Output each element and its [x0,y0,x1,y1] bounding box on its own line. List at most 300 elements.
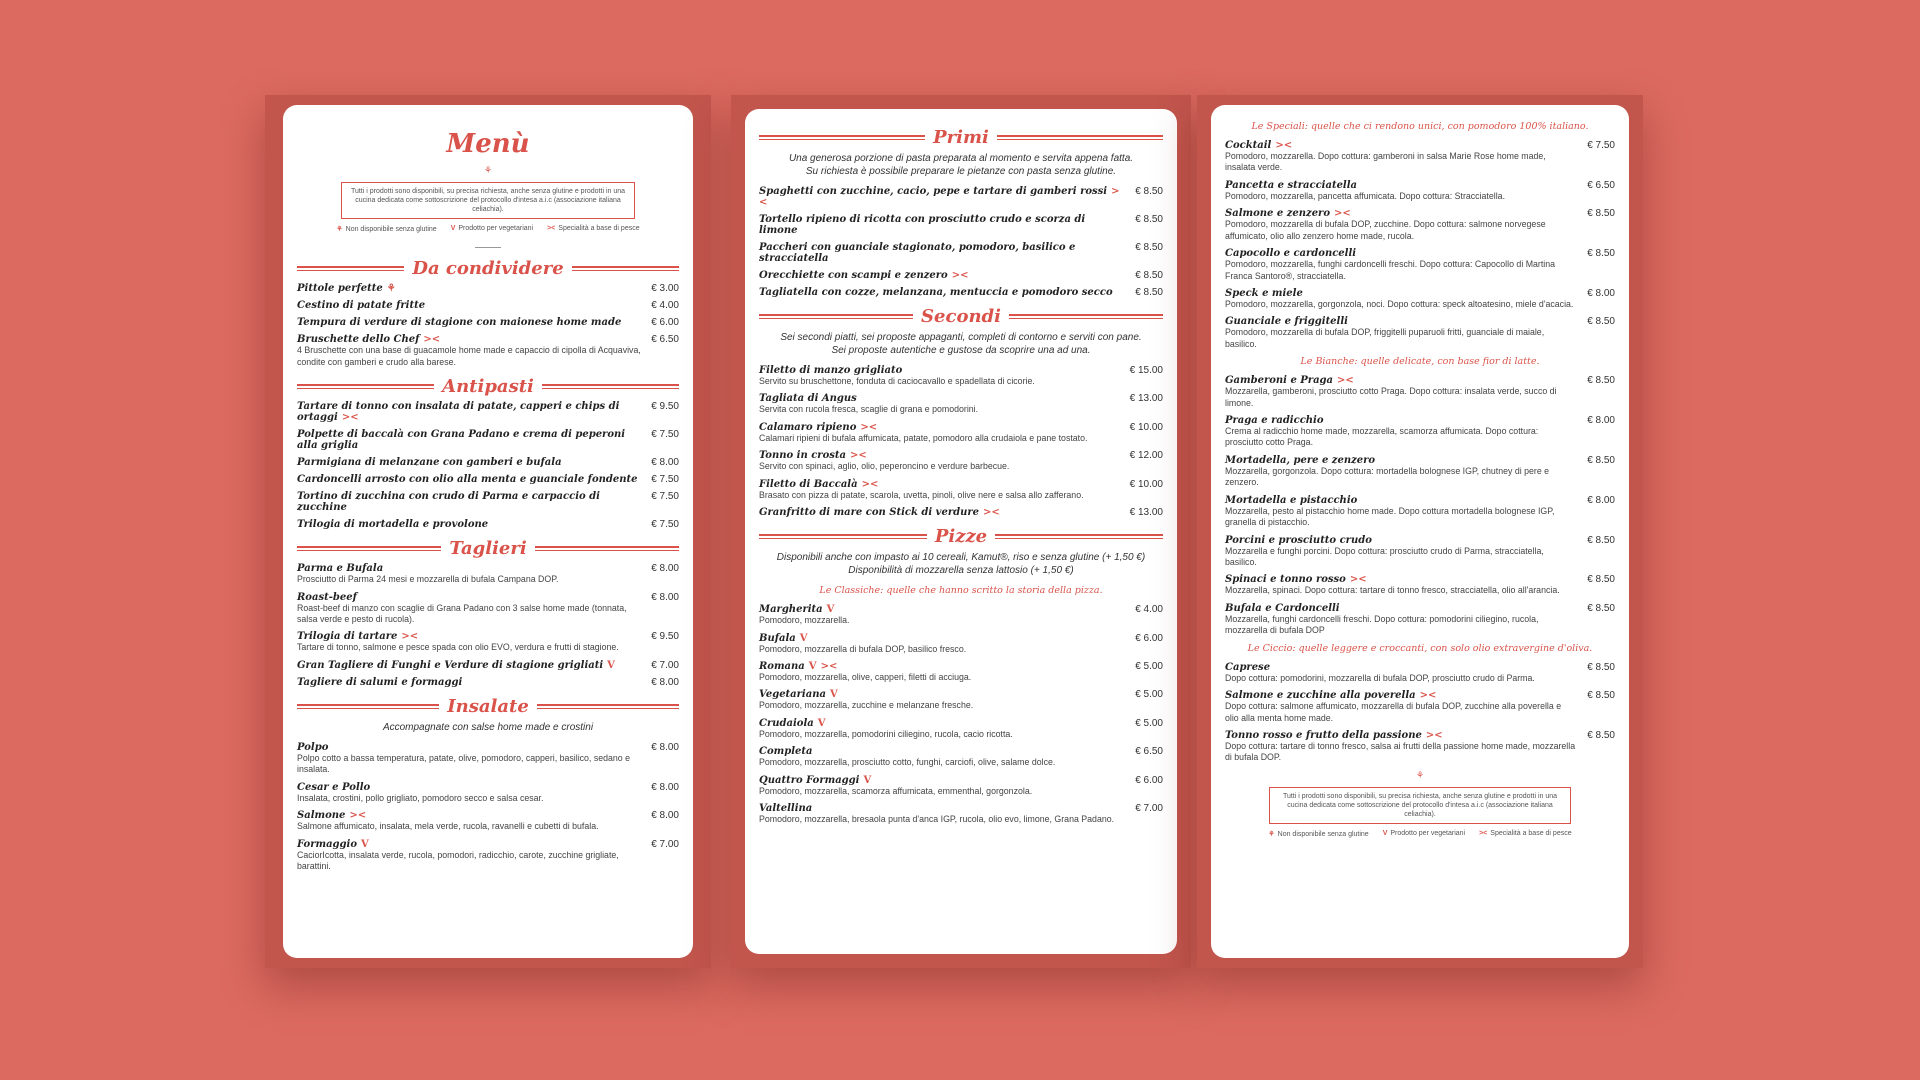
menu-item [759,775,1163,797]
menu-item-name: Trilogia di tartare >< [297,631,419,643]
fish-icon: >< [820,660,838,672]
fish-icon: >< [951,270,969,281]
menu-item-text [297,519,641,530]
vegetarian-icon: V [450,225,456,233]
menu-item-price: € 5.00 [1135,689,1163,701]
menu-item-description: Calamari ripieni di bufala affumicata, patate, pomodoro alla crudaiola e pane tostato. [759,432,1088,443]
menu-item-text [1225,316,1577,350]
menu-item-price: € 6.00 [1135,774,1163,786]
menu-item-price: € 6.50 [1587,179,1615,191]
section-intro: Disponibili anche con impasto ai 10 cereali, Kamut®, riso e senza glutine (+ 1,50 €) Disponibilità di mozzarella senza lattosio (+ 1,50 €) [776,552,1146,577]
menu-item [297,592,679,626]
menu-item-price: € 8.50 [1135,242,1163,253]
menu-item [1225,455,1615,489]
menu-item-description: Pomodoro, mozzarella, pomodorini ciliegino, rucola, cacio ricotta. [759,728,1013,739]
menu-item-price: € 7.00 [651,659,679,671]
menu-item-text [1225,248,1577,282]
item-list [297,563,679,688]
menu-item-name: Filetto di Baccalà >< [759,478,879,490]
menu-item-price: € 8.00 [651,810,679,822]
menu-item [297,782,679,804]
menu-item [297,429,679,451]
legend-fish: >< Specialità a base di pesce [1479,830,1572,838]
menu-item-text [759,803,1125,825]
menu-item-name: Bruschette dello Chef >< [297,334,441,346]
menu-item-price: € 7.00 [1135,803,1163,815]
menu-item [1225,375,1615,409]
menu-item-name: Porcini e prosciutto crudo [1225,534,1372,546]
menu-item-text [759,422,1120,444]
menu-item-text [297,677,641,688]
menu-item-price: € 8.00 [651,591,679,603]
gluten-notice: Tutti i prodotti sono disponibili, su precisa richiesta, anche senza glutine e prodotti in una cucina dedicata come sottoscrizione del protocollo d'intesa a.i.c (associazione italiana celiachia). [1269,787,1571,824]
fish-icon: >< [860,421,878,433]
menu-item-description: Pomodoro, mozzarella, gorgonzola, noci. Dopo cottura: speck altoatesino, miele d'acacia. [1225,298,1574,309]
menu-panel-right [1197,95,1643,968]
item-list [1225,662,1615,764]
menu-item-price: € 8.00 [1587,287,1615,299]
menu-item-price: € 7.50 [651,474,679,486]
menu-item [297,839,679,873]
menu-item-price: € 8.50 [1587,208,1615,220]
menu-item-text [297,401,641,423]
menu-item-text [297,810,641,832]
section-header [759,526,1163,547]
menu-item-price: € 8.00 [651,781,679,793]
menu-item-name: Completa [759,746,813,758]
menu-item-name: Cocktail >< [1225,140,1293,151]
menu-item [759,661,1163,683]
menu-item-price: € 7.00 [651,838,679,850]
menu-item-text [297,742,641,776]
menu-item-text [297,491,641,513]
menu-item-name: Spaghetti con zucchine, cacio, pepe e tartare di gamberi rossi >< [759,186,1120,208]
menu-item [759,287,1163,298]
fish-icon: >< [1275,140,1293,151]
menu-item-price: € 13.00 [1129,507,1163,519]
menu-item-name: Cardoncelli arrosto con olio alla menta e guanciale fondente [297,474,638,486]
menu-item-name: Trilogia di mortadella e provolone [297,519,489,531]
menu-item-name: Quattro Formaggi V [759,774,872,786]
fish-icon: >< [1349,574,1367,586]
fish-icon: >< [861,478,879,490]
menu-item-price: € 9.50 [651,401,679,413]
menu-item [759,422,1163,444]
menu-item-text [1225,415,1577,449]
menu-item-price: € 4.00 [651,300,679,312]
menu-item-name: Orecchiette con scampi e zenzero >< [759,270,969,281]
menu-item-description: Pomodoro, mozzarella. Dopo cottura: gamberoni in salsa Marie Rose home made, insalata verde. [1225,151,1546,173]
section-title: Insalate [447,695,529,717]
menu-item-text [759,507,1120,518]
menu-item-name: Bufala e Cardoncelli [1225,602,1340,614]
menu-page-2 [745,109,1177,954]
fish-icon: >< [349,810,367,822]
menu-item-description: Servito su bruschettone, fonduta di caciocavallo e spadellata di cicorie. [759,376,1035,386]
menu-item-text [297,457,641,468]
section-header [297,696,679,717]
menu-item [759,633,1163,655]
menu-item-price: € 10.00 [1129,478,1163,490]
fish-icon: >< [849,450,867,462]
menu-item [1225,415,1615,449]
menu-item-description: Servita con rucola fresca, scaglie di grana e pomodorini. [759,404,979,415]
menu-item-name: Polpo [297,741,329,753]
menu-item-name: Bufala V [759,632,808,644]
menu-item-name: Roast-beef [297,591,357,603]
menu-item-description: Pomodoro, mozzarella, bresaola punta d'anca IGP, rucola, olio evo, limone, Grana Padano. [759,814,1115,825]
menu-item-description: Mozzarella, funghi cardoncelli freschi. Dopo cottura: pomodorini ciliegino, rucola, mozzarella di bufala DOP [1225,613,1539,636]
menu-item-text [759,633,1125,655]
menu-item-price: € 9.50 [651,631,679,643]
section-intro: Accompagnate con salse home made e crostini [382,721,594,733]
menu-item-name: Gamberoni e Praga >< [1225,375,1354,387]
menu-item-name: Spinaci e tonno rosso >< [1225,574,1367,586]
menu-item-text [759,186,1125,208]
legend-fish: >< Specialità a base di pesce [547,225,640,233]
vegetarian-icon: V [829,689,838,701]
menu-item-text [759,242,1125,264]
section-title: Da condividere [412,258,564,280]
menu-item-text [759,604,1125,626]
menu-item-text [759,746,1125,768]
vegetarian-icon: V [1382,830,1388,838]
menu-item-description: Pomodoro, mozzarella, olive, capperi, filetti di acciuga. [759,671,972,682]
item-list [759,186,1163,298]
menu-item [297,491,679,513]
fish-icon: >< [1425,729,1443,741]
section-header [759,306,1163,327]
menu-item-price: € 5.00 [1135,660,1163,672]
menu-item-name: Calamaro ripieno >< [759,421,878,433]
legend-gluten: ⚘ Non disponibile senza glutine [336,226,437,234]
menu-panel-middle [731,95,1191,968]
legend-veg: V Prodotto per vegetariani [450,225,534,233]
menu-item-text [1225,455,1577,489]
menu-item-price: € 5.00 [1135,717,1163,729]
menu-item-name: Tagliatella con cozze, melanzana, mentuccia e pomodoro secco [759,287,1113,298]
vegetarian-icon: V [826,604,835,616]
vegetarian-icon: V [863,774,872,786]
menu-item-description: Roast-beef di manzo con scaglie di Grana Padano con 3 salse home made (tonnata, salsa verde e pesto di rucola). [297,602,627,624]
menu-item-price: € 8.50 [1587,690,1615,702]
menu-item-name: Gran Tagliere di Funghi e Verdure di stagione grigliati V [297,659,615,671]
menu-item-name: Vegetariana V [759,689,838,701]
menu-item-description: Pomodoro, mozzarella, scamorza affumicata, emmenthal, gorgonzola. [759,785,1033,796]
section-title: Taglieri [449,538,527,560]
fish-icon: >< [1479,830,1488,838]
legend [297,225,679,233]
menu-item-price: € 8.50 [1587,661,1615,673]
menu-item-text [759,661,1125,683]
menu-item [297,563,679,585]
menu-item [297,742,679,776]
menu-item [759,270,1163,281]
menu-item-description: Crema al radicchio home made, mozzarella, scamorza affumicata. Dopo cottura: prosciutto cotto Praga. [1225,426,1539,448]
item-list [1225,375,1615,636]
menu-item [759,718,1163,740]
menu-item-price: € 8.00 [651,741,679,753]
menu-page-3 [1211,105,1629,958]
gluten-notice: Tutti i prodotti sono disponibili, su precisa richiesta, anche senza glutine e prodotti in una cucina dedicata come sottoscrizione del protocollo d'intesa a.i.c (associazione italiana celiachia). [341,182,635,219]
menu-item-name: Filetto di manzo grigliato [759,365,903,376]
menu-item [1225,248,1615,282]
menu-item [1225,730,1615,764]
fish-icon: >< [423,334,441,346]
menu-item [297,334,679,368]
menu-item-price: € 12.00 [1129,450,1163,462]
menu-item-name: Speck e miele [1225,287,1303,299]
menu-item-text [297,839,641,873]
menu-item [1225,662,1615,684]
menu-item-name: Cestino di patate fritte [297,300,426,312]
menu-item [297,631,679,653]
section-title: Pizze [934,526,988,548]
menu-item [297,660,679,671]
menu-item-text [759,365,1120,387]
menu-item [759,186,1163,208]
menu-item-text [759,270,1125,281]
menu-item-text [1225,495,1577,529]
section-header [297,258,679,279]
menu-item-price: € 8.50 [1135,214,1163,225]
menu-item-text [1225,208,1577,242]
menu-item-text [1225,180,1577,202]
fish-icon: >< [1337,375,1354,387]
menu-item-text [297,334,641,368]
menu-item-description: Mozzarella, pesto al pistacchio home made. Dopo cottura mortadella bolognese IGP, granella di pistacchio. [1225,505,1555,528]
menu-item-name: Tortello ripieno di ricotta con prosciutto crudo e scorza di limone [759,214,1086,236]
menu-item-text [759,775,1125,797]
section-title: Antipasti [442,376,534,398]
fish-icon: >< [401,631,419,643]
menu-item-name: Capocollo e cardoncelli [1225,248,1357,260]
menu-item-description: CaciorIcotta, insalata verde, rucola, pomodori, radicchio, carote, zucchine grigliate, barattini. [297,849,619,871]
item-list [759,604,1163,825]
gluten-icon: ⚘ [386,283,396,295]
menu-item-price: € 10.00 [1129,421,1163,433]
fish-icon: >< [1419,690,1437,702]
legend-gluten: ⚘ Non disponibile senza glutine [1268,831,1369,839]
menu-item-name: Guanciale e friggitelli [1225,316,1348,328]
section-header [297,376,679,397]
divider [475,247,501,248]
menu-item [1225,180,1615,202]
menu-item-price: € 7.50 [1587,140,1615,151]
gluten-icon: ⚘ [483,165,493,175]
menu-item-description: Pomodoro, mozzarella, funghi cardoncelli freschi. Dopo cottura: Capocollo di Martina Franca Santoro®, stracciatella. [1225,259,1556,281]
menu-item-text [759,450,1120,472]
menu-item [759,214,1163,236]
menu-item-text [297,660,641,671]
menu-item-price: € 8.50 [1587,454,1615,466]
section-title: Secondi [921,306,1001,327]
menu-item-description: Mozzarella, spinaci. Dopo cottura: tartare di tonno fresco, stracciatella, olio all'arancia. [1225,585,1560,596]
menu-item-name: Crudaiola V [759,717,826,729]
menu-item-name: Granfritto di mare con Stick di verdure >< [759,507,1000,519]
menu-item-name: Paccheri con guanciale stagionato, pomodoro, basilico e stracciatella [759,242,1076,264]
gluten-icon: ⚘ [336,226,343,234]
menu-item-price: € 8.50 [1587,316,1615,328]
menu-item [1225,140,1615,174]
menu-item-text [1225,140,1577,174]
menu-item-description: Tartare di tonno, salmone e pesce spada con olio EVO, verdura e frutti di stagione. [297,642,619,653]
menu-page-1 [283,105,693,958]
menu-item-price: € 7.50 [651,519,679,531]
menu-item [1225,208,1615,242]
menu-item [759,242,1163,264]
menu-item-price: € 3.00 [651,283,679,295]
menu-item-name: Mortadella, pere e zenzero [1225,454,1376,466]
menu-item-name: Tempura di verdure di stagione con maionese home made [297,317,622,329]
menu-item-text [297,429,641,451]
fish-icon: >< [983,507,1000,519]
menu-item-price: € 8.50 [1135,186,1163,197]
menu-item-text [1225,690,1577,724]
menu-item [759,604,1163,626]
subsection-title: Le Bianche: quelle delicate, con base fior di latte. [1300,356,1540,368]
item-list [297,401,679,530]
menu-item-description: Pomodoro, mozzarella. [759,615,850,626]
menu-item-name: Polpette di baccalà con Grana Padano e crema di peperoni alla griglia [297,429,626,452]
menu-item-name: Tartare di tonno con insalata di patate, capperi e chips di ortaggi >< [297,401,620,424]
menu-item [759,746,1163,768]
menu-item-text [297,782,641,804]
menu-item [759,803,1163,825]
menu-item-text [759,479,1120,501]
menu-item-price: € 13.00 [1129,393,1163,405]
menu-item [759,393,1163,415]
menu-item-price: € 7.50 [651,491,679,503]
menu-item-price: € 8.50 [1587,729,1615,741]
gluten-icon: ⚘ [1415,769,1425,780]
menu-item-name: Parmigiana di melanzane con gamberi e bufala [297,457,562,469]
menu-item [297,300,679,311]
menu-item-description: Prosciutto di Parma 24 mesi e mozzarella di bufala Campana DOP. [297,574,559,585]
menu-item-name: Tonno in crosta >< [759,450,867,462]
menu-item-price: € 15.00 [1129,365,1163,376]
menu-item-description: Pomodoro, mozzarella di bufala DOP, basilico fresco. [759,643,967,654]
vegetarian-icon: V [607,659,615,671]
menu-item [1225,288,1615,310]
menu-panel-left [265,95,711,968]
menu-item-name: Valtellina [759,803,813,815]
menu-item-name: Praga e radicchio [1225,415,1324,427]
menu-item-description: Dopo cottura: salmone affumicato, mozzarella di bufala DOP, zucchine alla poverella e olio alla menta home made. [1225,701,1562,723]
menu-item-description: 4 Bruschette con una base di guacamole home made e capaccio di cipolla di Acquaviva, condite con gamberi e crudo alla barese. [297,345,641,367]
menu-item-text [1225,574,1577,596]
menu-item [1225,574,1615,596]
menu-item-price: € 8.50 [1587,602,1615,614]
menu-item [1225,603,1615,637]
subsection-title: Le Speciali: quelle che ci rendono unici, con pomodoro 100% italiano. [1251,121,1589,132]
vegetarian-icon: V [361,838,369,850]
menu-item-description: Dopo cottura: pomodorini, mozzarella di bufala DOP, prosciutto crudo di Parma. [1225,672,1535,683]
menu-item [297,283,679,294]
section-header [759,127,1163,148]
subsection-title: Le Classiche: quelle che hanno scritto la storia della pizza. [819,585,1103,597]
menu-item [1225,535,1615,569]
menu-item-price: € 8.00 [1587,415,1615,427]
vegetarian-icon: V [799,632,808,644]
menu-item-text [1225,662,1577,684]
menu-item-description: Servito con spinaci, aglio, olio, peperoncino e verdure barbecue. [759,461,1010,472]
menu-item-name: Mortadella e pistacchio [1225,494,1358,506]
menu-item-name: Formaggio V [297,838,369,850]
menu-item [297,810,679,832]
menu-item-price: € 8.50 [1587,574,1615,586]
menu-item-description: Pomodoro, mozzarella, zucchine e melanzane fresche. [759,700,974,711]
fish-icon: >< [1334,208,1351,220]
menu-item [297,474,679,485]
menu-item-text [1225,535,1577,569]
section-intro: Sei secondi piatti, sei proposte appaganti, completi di contorno e serviti con pane. Sei proposte autentiche e gustose da scoprire una ad una. [780,332,1142,356]
menu-item-description: Pomodoro, mozzarella di bufala DOP, friggitelli puparuoli fritti, guanciale di maiale, basilico. [1225,327,1545,349]
menu-item-description: Pomodoro, mozzarella di bufala DOP, zucchine. Dopo cottura: salmone norvegese affumicato, olio allo zenzero home made, rucola. [1225,219,1546,241]
menu-item-text [759,287,1125,298]
section-intro: Una generosa porzione di pasta preparata al momento e servita appena fatta. Su richiesta è possibile preparare le pietanze con pasta senza glutine. [788,153,1134,177]
menu-item-description: Mozzarella, gamberoni, prosciutto cotto Praga. Dopo cottura: insalata verde, succo di limone. [1225,386,1557,408]
menu-item [297,677,679,688]
menu-item-price: € 7.50 [651,429,679,441]
menu-item [759,450,1163,472]
menu-item-price: € 6.00 [1135,632,1163,644]
section-title: Primi [933,127,989,148]
menu-item [759,507,1163,518]
gluten-icon: ⚘ [1268,831,1275,839]
menu-item-text [759,393,1120,415]
menu-item-text [297,631,641,653]
menu-item-text [297,563,641,585]
item-list [1225,140,1615,350]
menu-item-price: € 8.00 [1587,494,1615,506]
menu-item-text [297,317,641,328]
menu-item [1225,690,1615,724]
menu-item-description: Polpo cotto a bassa temperatura, patate, olive, pomodoro, capperi, basilico, sedano e insalata. [297,752,631,775]
menu-item-text [297,300,641,311]
menu-item-price: € 8.00 [651,676,679,688]
legend-veg: V Prodotto per vegetariani [1382,830,1466,838]
menu-item [759,689,1163,711]
menu-item-text [297,283,641,294]
menu-item-description: Insalata, crostini, pollo grigliato, pomodoro secco e salsa cesar. [297,792,544,803]
menu-item [1225,316,1615,350]
menu-item-text [1225,730,1577,764]
menu-item-description: Mozzarella e funghi porcini. Dopo cottura: prosciutto crudo di Parma, stracciatella, basilico. [1225,545,1544,568]
menu-item-price: € 8.50 [1587,534,1615,546]
menu-item-text [1225,603,1577,637]
menu-item-name: Salmone e zenzero >< [1225,208,1351,220]
menu-item-name: Salmone >< [297,810,367,822]
fish-icon: >< [341,412,359,424]
menu-item-text [1225,375,1577,409]
menu-item-name: Margherita V [759,604,835,616]
menu-item-price: € 8.50 [1135,270,1163,281]
menu-item [297,317,679,328]
menu-item [759,365,1163,387]
menu-item-text [297,592,641,626]
menu-item-price: € 8.00 [651,457,679,469]
menu-item-description: Mozzarella, gorgonzola. Dopo cottura: mortadella bolognese IGP, chutney di pere e zenzero. [1225,465,1550,488]
item-list [297,283,679,368]
menu-item [297,519,679,530]
menu-item-description: Pomodoro, mozzarella, prosciutto cotto, funghi, carciofi, olive, salame dolce. [759,757,1056,768]
menu-item-text [759,689,1125,711]
menu-item-name: Pancetta e stracciatella [1225,179,1358,191]
item-list [759,365,1163,518]
menu-item-price: € 8.50 [1587,248,1615,260]
menu-item-name: Tortino di zucchina con crudo di Parma e carpaccio di zucchine [297,491,600,514]
